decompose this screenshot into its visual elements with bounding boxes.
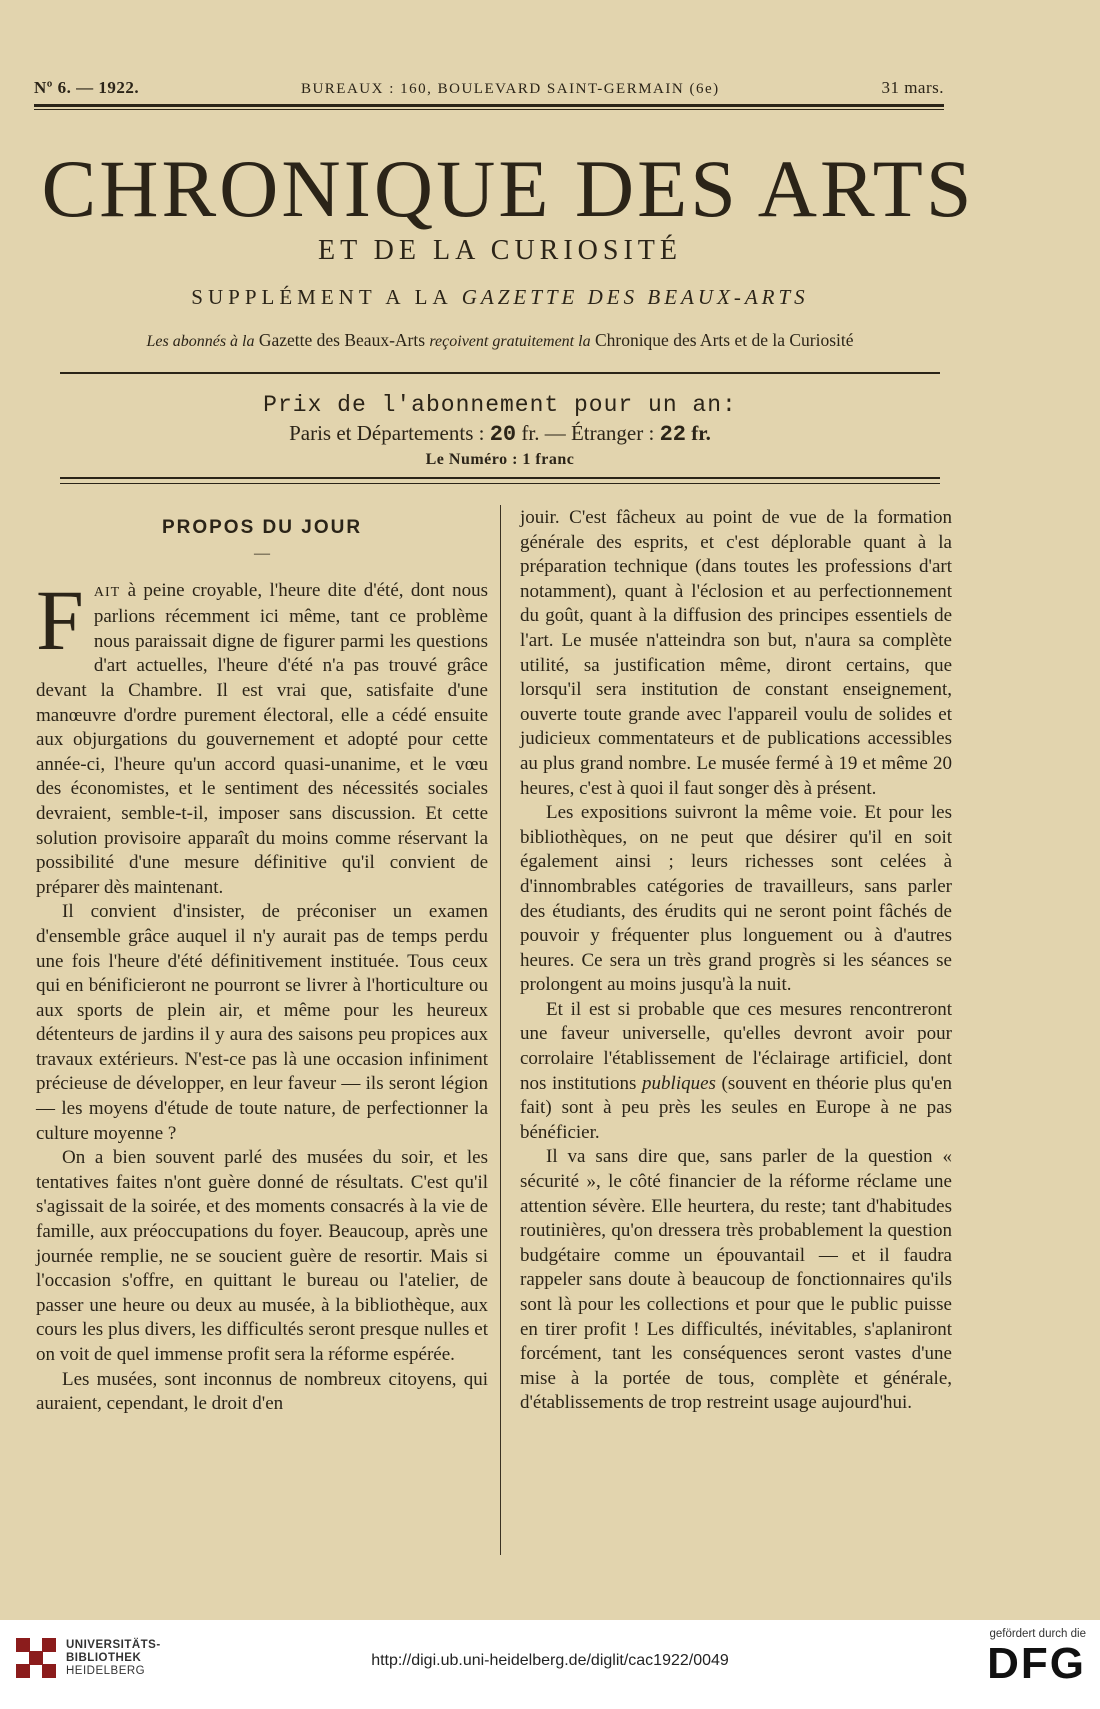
sponsor-label: gefördert durch die	[989, 1628, 1086, 1640]
paragraph-7	[520, 998, 952, 1146]
drop-cap: F	[36, 571, 84, 668]
paragraph-7b: (souvent en théorie plus qu'en fait) sont à peu près les seules en Europe à ne pas bénéficier.	[520, 1072, 953, 1143]
paragraph-2: Il convient d'insister, de préconiser un examen d'ensemble grâce auquel il n'y aurait pas de temps perdu une fois l'heure d'été définitivement instituée. Tous ceux qui en bénificieront ne pourront se livrer à l'horticulture ou aux sports de plein air, et même pour les heureux détenteurs de jardins il y aura des saisons peu propices aux travaux extérieurs. N'est-ce pas là une occasion infiniment précieuse de développer, en leur faveur — ils seront légion — les moyens d'étude de toute nature, de perfectionner la culture moyenne ?	[36, 901, 488, 1144]
library-line-1: UNIVERSITÄTS-	[66, 1638, 161, 1651]
paragraph-1-text: à peine croyable, l'heure dite d'été, dont nous parlions récemment ici même, tant ce problème nous paraissait digne de figurer parmi les questions d'art actuelles, l'heure d'été n'a pas trouvé grâce devant la Chambre. Il est vrai que, satisfaite d'une manœuvre d'ordre purement électoral, elle a cédé ensuite aux objurgations du gouvernement et adopté pour cette année-ci, l'heure qu'un accord quasi-unanime, et le vœu des économistes, et le sentiment des nécessités sociales devraient, semble-t-il, imposer sans discussion. Et cette solution provisoire apparaît du moins comme réservant la possibilité d'une mesure définitive qu'il convient de préparer dès maintenant.	[36, 579, 488, 898]
subscribers-text-1: Les abonnés à la	[146, 333, 255, 350]
article-heading: PROPOS DU JOUR	[161, 517, 363, 538]
supplement-line	[0, 285, 1000, 310]
paragraph-7-italic: publiques	[642, 1072, 716, 1094]
subscribers-note	[0, 330, 1000, 351]
paragraph-3: On a bien souvent parlé des musées du soir, et les tentatives faites n'ont guère donné de résultats. C'est qu'il s'agissait de la soirée, et des moments consacrés à la vie de famille, aux préoccupations du foyer. Beaucoup, après une journée remplie, ne se soucient guère de resortir. Mais si l'occasion s'offre, en quittant le bureau ou l'atelier, de passer une heure ou deux au musée, à la bibliothèque, aux cours les plus divers, les difficultés seront presque nulles et on voit de quel immense profit sera la réforme espérée.	[36, 1147, 488, 1365]
subscribers-text-2: Gazette des Beaux-Arts	[258, 330, 426, 350]
article-column-right	[520, 506, 952, 1416]
paris-price: 20	[489, 422, 517, 447]
paragraph-4: Les musées, sont inconnus de nombreux citoyens, qui auraient, cependant, le droit d'en	[36, 1368, 488, 1415]
pricing-rule	[60, 477, 940, 479]
source-url-link[interactable]: http://digi.ub.uni-heidelberg.de/diglit/cac1922/0049	[371, 1652, 729, 1669]
dfg-logo: DFG	[987, 1639, 1086, 1688]
header-rule-thin	[34, 109, 944, 110]
digitization-footer	[0, 1620, 1100, 1709]
lead-small-caps: AIT	[93, 584, 121, 600]
price-title: Prix de l'abonnement pour un an:	[263, 392, 737, 418]
pricing-rule-thin	[60, 483, 940, 484]
foreign-unit: fr.	[691, 421, 711, 445]
paragraph-5: jouir. C'est fâcheux au point de vue de la formation générale des esprits, et c'est déplorable quant à la préparation technique (dans toutes les professions d'art notamment), quant à l'éclosion et au perfectionnement du goût, quant à la diffusion des principes essentiels de l'art. Le musée n'atteindra son but, n'aura sa complète utilité, sa justification même, diront certains, que lorsqu'il sera institution de constant enseignement, ouverte toute grande avec l'appareil voulu de solides et judicieux commentateurs et de publications accessibles au plus grand nombre. Le musée fermé à 19 et même 20 heures, c'est à quoi il faut songer dès à présent.	[520, 507, 952, 799]
library-line-3: HEIDELBERG	[66, 1664, 146, 1677]
paragraph-1	[36, 571, 488, 901]
foreign-price: 22	[659, 422, 686, 447]
paragraph-7a: Et il est si probable que ces mesures rencontreront une faveur universelle, qu'elles devront avoir pour corrolaire l'établissement de l'éclairage artificiel, dont nos institutions	[520, 998, 952, 1094]
supplement-journal: GAZETTE DES BEAUX-ARTS	[461, 285, 809, 309]
header-rule	[34, 104, 944, 107]
paris-unit: fr. — Étranger :	[521, 421, 655, 445]
single-issue-price: Le Numéro : 1 franc	[425, 451, 575, 468]
masthead-title: CHRONIQUE DES ARTS	[41, 143, 975, 234]
issue-date: 31 mars.	[881, 78, 944, 97]
paragraph-8: Il va sans dire que, sans parler de la question « sécurité », le côté financier de la réforme réclame une attention sévère. Elle heurtera, du reste; tant d'habitudes routinières, qu'on dressera très probablement la question budgétaire comme un épouvantail — et il faudra rappeler sans doute à beaucoup de fonctionnaires qu'ils sont là pour les collections et pour que le public puisse en tirer profit ! Les difficultés, inévitables, s'aplaniront forcément, tant les conséquences seront vastes d'une mise à la portée de tous, complète et générale, d'établissements de trop restreint usage aujourd'hui.	[520, 1146, 952, 1414]
heading-dash: —	[254, 544, 270, 562]
office-address: BUREAUX : 160, BOULEVARD SAINT-GERMAIN (6e)	[300, 81, 720, 97]
library-line-2: BIBLIOTHEK	[66, 1651, 142, 1664]
header-line	[34, 78, 944, 98]
subscribers-text-4: Chronique des Arts et de la Curiosité	[594, 330, 854, 350]
subscribers-text-3: reçoivent gratuitement la	[429, 333, 591, 350]
article-column-left	[36, 506, 488, 1417]
masthead-subtitle: ET DE LA CURIOSITÉ	[317, 235, 683, 266]
paris-label: Paris et Départements :	[289, 421, 485, 445]
price-line	[0, 421, 1000, 447]
column-divider	[500, 505, 501, 1555]
paragraph-6: Les expositions suivront la même voie. Et pour les bibliothèques, on ne peut que désirer qu'il en soit également ainsi ; leurs richesses sont celées à d'innombrables catégories de travailleurs, sans parler des étudiants, des érudits qui ne seront point fâchés de pouvoir y fréquenter plus longuement ou à d'autres heures. Ce sera un très grand progrès si les séances se prolongent au moins jusqu'à la nuit.	[520, 802, 952, 996]
sponsor-block[interactable]	[987, 1628, 1086, 1688]
masthead-rule	[60, 372, 940, 374]
issue-number: Nº 6. — 1922.	[34, 78, 140, 97]
supplement-prefix: SUPPLÉMENT A LA	[191, 285, 452, 309]
